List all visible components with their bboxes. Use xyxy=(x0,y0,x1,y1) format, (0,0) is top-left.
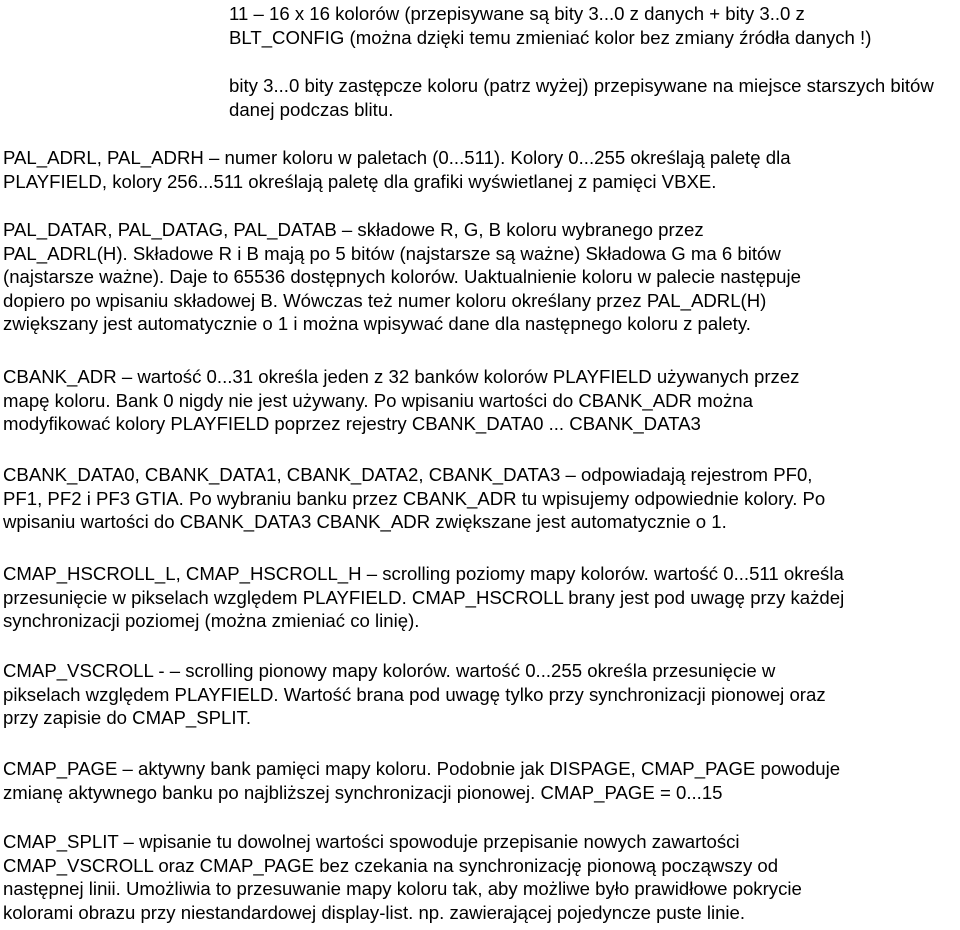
paragraph-cmap-split xyxy=(3,830,958,924)
text-line: CBANK_ADR – wartość 0...31 określa jeden z 32 banków kolorów PLAYFIELD używanych przez xyxy=(3,366,800,387)
paragraph-cmap-vscroll xyxy=(3,659,958,730)
text-line: przesunięcie w pikselach względem PLAYFIELD. CMAP_HSCROLL brany jest pod uwagę przy każdej xyxy=(3,586,845,608)
text-line: CMAP_PAGE – aktywny bank pamięci mapy koloru. Podobnie jak DISPAGE, CMAP_PAGE powoduje xyxy=(3,758,841,779)
text-line: CMAP_SPLIT – wpisanie tu dowolnej wartości spowoduje przepisanie nowych zawartości xyxy=(3,831,740,852)
text-line: przy zapisie do CMAP_SPLIT. xyxy=(3,707,252,728)
text-line: PAL_ADRL, PAL_ADRH – numer koloru w paletach (0...511). Kolory 0...255 określają paletę dla xyxy=(3,147,791,168)
text-line: (najstarsze ważne). Daje to 65536 dostępnych kolorów. Uaktualnienie koloru w palecie następuje xyxy=(3,266,801,287)
paragraph-bits-3-0 xyxy=(229,74,954,121)
text-line: pikselach względem PLAYFIELD. Wartość brana pod uwagę tylko przy synchronizacji pionowej oraz xyxy=(3,683,826,705)
text-line: 11 – 16 x 16 kolorów (przepisywane są bity 3...0 z danych + bity 3..0 z xyxy=(229,3,805,24)
text-line: CMAP_VSCROLL oraz CMAP_PAGE bez czekania na synchronizację pionową począwszy od xyxy=(3,854,779,876)
paragraph-cbank-data xyxy=(3,463,958,534)
paragraph-bit-11 xyxy=(229,2,954,49)
text-line: następnej linii. Umożliwia to przesuwanie mapy koloru tak, aby możliwe było prawidłowe pokrycie xyxy=(3,878,802,899)
text-line: PLAYFIELD, kolory 256...511 określają paletę dla grafiki wyświetlanej z pamięci VBXE. xyxy=(3,170,717,192)
paragraph-cmap-hscroll xyxy=(3,562,958,633)
text-line: mapę koloru. Bank 0 nigdy nie jest używany. Po wpisaniu wartości do CBANK_ADR można xyxy=(3,389,753,411)
text-line: zmianę aktywnego banku po najbliższej synchronizacji pionowej. CMAP_PAGE = 0...15 xyxy=(3,781,723,803)
text-line: PAL_ADRL(H). Składowe R i B mają po 5 bitów (najstarsze są ważne) Składowa G ma 6 bitów xyxy=(3,242,781,264)
text-line: bity 3...0 bity zastępcze koloru (patrz wyżej) przepisywane na miejsce starszych bitów xyxy=(229,75,934,96)
text-line: CMAP_VSCROLL - – scrolling pionowy mapy kolorów. wartość 0...255 określa przesunięcie w xyxy=(3,660,776,681)
text-line: PF1, PF2 i PF3 GTIA. Po wybraniu banku przez CBANK_ADR tu wpisujemy odpowiednie kolory. Po xyxy=(3,487,826,509)
paragraph-cmap-page xyxy=(3,757,958,804)
text-line: modyfikować kolory PLAYFIELD poprzez rejestry CBANK_DATA0 ... CBANK_DATA3 xyxy=(3,413,701,434)
text-line: kolorami obrazu przy niestandardowej display-list. np. zawierającej pojedyncze puste linie. xyxy=(3,901,746,923)
paragraph-cbank-adr xyxy=(3,365,958,436)
text-line: dopiero po wpisaniu składowej B. Wówczas też numer koloru określany przez PAL_ADRL(H) xyxy=(3,289,767,311)
paragraph-pal-data xyxy=(3,218,958,336)
text-line: PAL_DATAR, PAL_DATAG, PAL_DATAB – składowe R, G, B koloru wybranego przez xyxy=(3,219,704,240)
text-line: CBANK_DATA0, CBANK_DATA1, CBANK_DATA2, CBANK_DATA3 – odpowiadają rejestrom PF0, xyxy=(3,464,813,485)
text-line: synchronizacji poziomej (można zmieniać co linię). xyxy=(3,610,420,631)
text-line: wpisaniu wartości do CBANK_DATA3 CBANK_ADR zwiększane jest automatycznie o 1. xyxy=(3,511,727,532)
text-line: BLT_CONFIG (można dzięki temu zmieniać kolor bez zmiany źródła danych !) xyxy=(229,26,872,48)
paragraph-pal-adr xyxy=(3,146,958,193)
text-line: danej podczas blitu. xyxy=(229,98,394,120)
text-line: CMAP_HSCROLL_L, CMAP_HSCROLL_H – scrolling poziomy mapy kolorów. wartość 0...511 określa xyxy=(3,563,844,584)
text-line: zwiększany jest automatycznie o 1 i można wpisywać dane dla następnego koloru z palety. xyxy=(3,313,751,334)
